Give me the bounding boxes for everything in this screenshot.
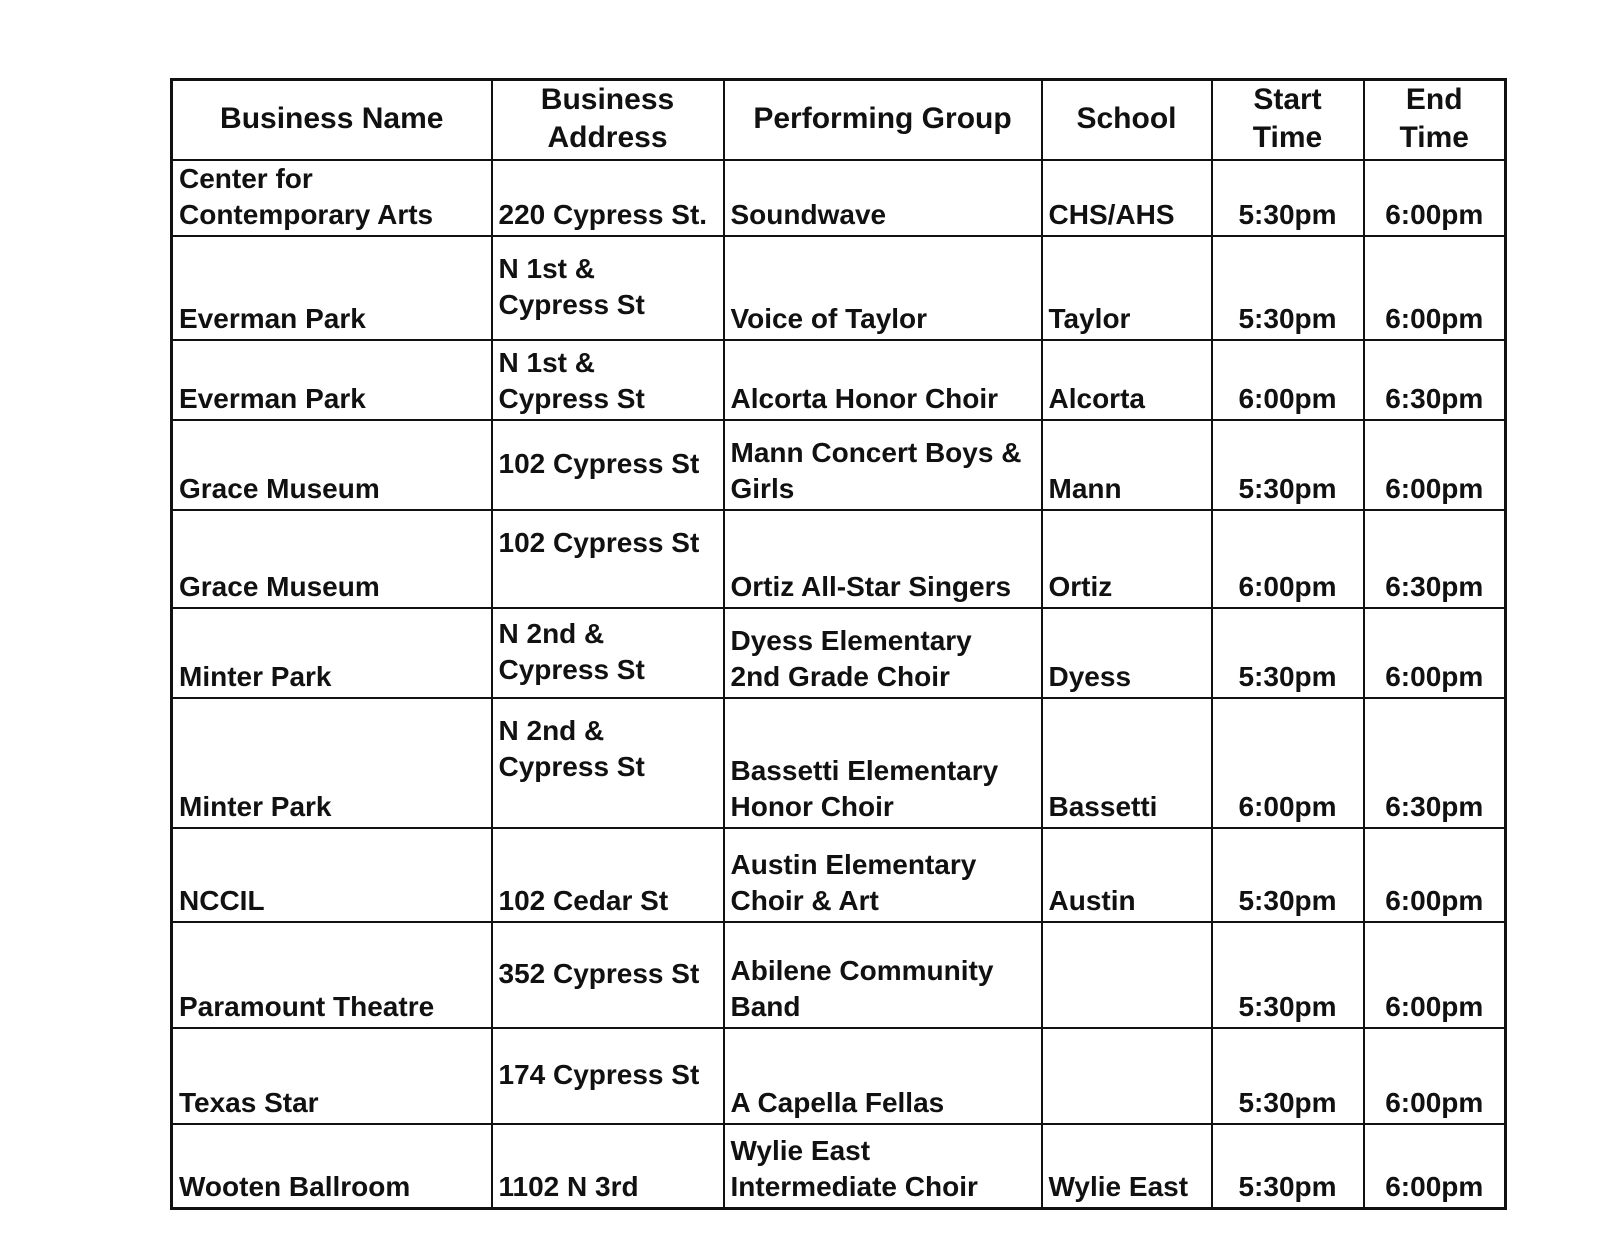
business-name-cell: Wooten Ballroom — [172, 1124, 492, 1208]
business-address-cell: 352 Cypress St — [492, 922, 724, 1028]
start-time-cell: 5:30pm — [1212, 1124, 1364, 1208]
business-address-cell: N 2nd & Cypress St — [492, 698, 724, 828]
business-address-cell: 102 Cypress St — [492, 510, 724, 608]
start-time-cell: 6:00pm — [1212, 510, 1364, 608]
performing-group-cell: Dyess Elementary 2nd Grade Choir — [724, 608, 1042, 698]
school-cell: Austin — [1042, 828, 1212, 922]
start-time-cell: 6:00pm — [1212, 340, 1364, 420]
start-time-cell: 5:30pm — [1212, 922, 1364, 1028]
table-row — [172, 828, 1506, 922]
business-name-cell: Everman Park — [172, 340, 492, 420]
business-address-cell: N 1st & Cypress St — [492, 236, 724, 340]
table-row — [172, 1028, 1506, 1124]
table-row — [172, 698, 1506, 828]
table-row — [172, 608, 1506, 698]
start-time-cell: 6:00pm — [1212, 698, 1364, 828]
performance-schedule-table — [170, 78, 1507, 1210]
start-time-cell: 5:30pm — [1212, 236, 1364, 340]
table-row — [172, 420, 1506, 510]
business-name-cell: Grace Museum — [172, 420, 492, 510]
end-time-cell: 6:00pm — [1364, 1028, 1506, 1124]
school-cell: Ortiz — [1042, 510, 1212, 608]
performing-group-cell: Soundwave — [724, 160, 1042, 236]
school-cell: Mann — [1042, 420, 1212, 510]
business-name-cell: Everman Park — [172, 236, 492, 340]
school-cell: CHS/AHS — [1042, 160, 1212, 236]
table-row — [172, 922, 1506, 1028]
business-name-cell: NCCIL — [172, 828, 492, 922]
end-time-cell: 6:30pm — [1364, 698, 1506, 828]
performing-group-cell: A Capella Fellas — [724, 1028, 1042, 1124]
business-name-cell: Grace Museum — [172, 510, 492, 608]
business-name-cell: Texas Star — [172, 1028, 492, 1124]
table-row — [172, 236, 1506, 340]
header-business-address: Business Address — [492, 80, 724, 161]
end-time-cell: 6:00pm — [1364, 828, 1506, 922]
end-time-cell: 6:00pm — [1364, 160, 1506, 236]
end-time-cell: 6:00pm — [1364, 1124, 1506, 1208]
header-row — [172, 80, 1506, 161]
school-cell: Taylor — [1042, 236, 1212, 340]
header-start-time: Start Time — [1212, 80, 1364, 161]
performing-group-cell: Mann Concert Boys & Girls — [724, 420, 1042, 510]
end-time-cell: 6:00pm — [1364, 608, 1506, 698]
performing-group-cell: Bassetti Elementary Honor Choir — [724, 698, 1042, 828]
performing-group-cell: Austin Elementary Choir & Art — [724, 828, 1042, 922]
start-time-cell: 5:30pm — [1212, 1028, 1364, 1124]
performing-group-cell: Voice of Taylor — [724, 236, 1042, 340]
business-address-cell: N 1st & Cypress St — [492, 340, 724, 420]
header-school: School — [1042, 80, 1212, 161]
school-cell: Bassetti — [1042, 698, 1212, 828]
business-address-cell: 1102 N 3rd — [492, 1124, 724, 1208]
header-end-time: End Time — [1364, 80, 1506, 161]
school-cell: Wylie East — [1042, 1124, 1212, 1208]
business-address-cell: 220 Cypress St. — [492, 160, 724, 236]
end-time-cell: 6:00pm — [1364, 236, 1506, 340]
business-name-cell: Minter Park — [172, 608, 492, 698]
business-name-cell: Minter Park — [172, 698, 492, 828]
business-address-cell: 174 Cypress St — [492, 1028, 724, 1124]
start-time-cell: 5:30pm — [1212, 828, 1364, 922]
performing-group-cell: Wylie East Intermediate Choir — [724, 1124, 1042, 1208]
school-cell: Dyess — [1042, 608, 1212, 698]
performing-group-cell: Ortiz All-Star Singers — [724, 510, 1042, 608]
school-cell: Alcorta — [1042, 340, 1212, 420]
business-name-cell: Center for Contemporary Arts — [172, 160, 492, 236]
header-performing-group: Performing Group — [724, 80, 1042, 161]
business-address-cell: N 2nd & Cypress St — [492, 608, 724, 698]
performing-group-cell: Alcorta Honor Choir — [724, 340, 1042, 420]
header-business-name: Business Name — [172, 80, 492, 161]
table-row — [172, 160, 1506, 236]
end-time-cell: 6:00pm — [1364, 420, 1506, 510]
business-address-cell: 102 Cedar St — [492, 828, 724, 922]
end-time-cell: 6:00pm — [1364, 922, 1506, 1028]
table-row — [172, 340, 1506, 420]
table-row — [172, 510, 1506, 608]
start-time-cell: 5:30pm — [1212, 160, 1364, 236]
table-row — [172, 1124, 1506, 1208]
start-time-cell: 5:30pm — [1212, 608, 1364, 698]
business-address-cell: 102 Cypress St — [492, 420, 724, 510]
school-cell — [1042, 922, 1212, 1028]
start-time-cell: 5:30pm — [1212, 420, 1364, 510]
business-name-cell: Paramount Theatre — [172, 922, 492, 1028]
end-time-cell: 6:30pm — [1364, 340, 1506, 420]
end-time-cell: 6:30pm — [1364, 510, 1506, 608]
school-cell — [1042, 1028, 1212, 1124]
performing-group-cell: Abilene Community Band — [724, 922, 1042, 1028]
